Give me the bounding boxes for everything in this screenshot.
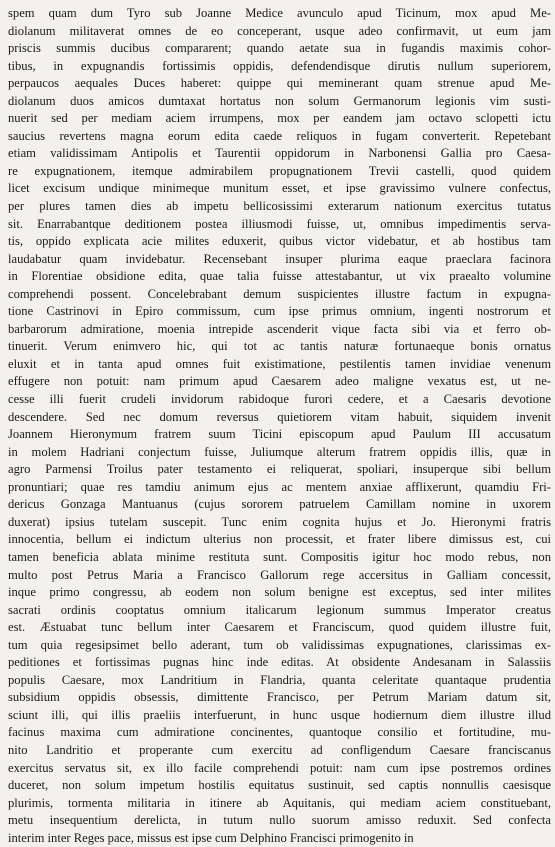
text-line: Joannem Hieronymum fratrem suum Ticini episcopum apud Paulum III accusatum [8,427,551,442]
text-line: interim inter Reges pace, missus est ipse cum Delphino Francisci primogenito in [8,830,414,845]
text-line: in Florentiae obsidione edita, quae talia fuisse attestabantur, ut vix praealto volumine [8,269,551,284]
text-line: re expugnationem, itemque admirabilem propugnationem Trevii castelli, quod quidem [8,163,551,178]
text-line: facinus maxima cum admiratione concinentes, quantoque consilio et fortitudine, mu- [8,725,551,740]
text-line: plurimis, tormenta militaria in itinere ab Aquitanis, qui mediam aciem constituebant, [8,795,551,810]
text-line: tamen beneficia ablata minime restituta sunt. Compositis igitur hoc modo rebus, non [8,549,551,564]
text-line: laudabatur quam invidebatur. Recensebant insuper plurima eaque praeclara facinora [8,251,551,266]
text-line: duceret, non solum impetum hostilis equitatus sustinuit, sed captis nonnullis caesisque [8,778,551,793]
text-line: etiam validissimam Antipolis et Taurentii oppidorum in Narbonensi Gallia pro Caesa- [8,146,551,161]
text-line: tum quia regesipsimet bello aderant, tum ob validissimas expugnationes, clarissimas ex- [8,637,551,652]
text-line: diolanum duos amicos dumtaxat hortatus non solum Germanorum legionis vim susti- [8,93,551,108]
text-line: eluxit et in tanta apud omnes fuit existimatione, pestilentis tamen invidiae venenum [8,356,551,371]
text-line: multo post Petrus Maria a Francisco Gallorum rege accersitus in Galliam concessit, [8,567,551,582]
text-line: subsidium oppidis obsessis, dimittente Francisco, per Petrum Mariam datum sit, [8,690,551,705]
text-line: licet excisum undique minimeque munitum esset, et ipse gravissimo vulnere confectus, [8,181,551,196]
text-line: agro Parmensi Troilus pater testamento ei reliquerat, spoliari, insuperque sibi bellum [8,462,551,477]
text-line: nito Landritio et properante cum exercitu ad confligendum Caesare franciscanus [8,742,551,757]
text-line: descendere. Sed nec domum reversus quietiorem vitam habuit, siquidem invenit [8,409,551,424]
text-line: diolanum militaverat omnes de eo conceperant, usque adeo confirmavit, ut eum jam [8,23,551,38]
text-line: tione Castrinovi in Epiro commissum, cum ipse primus omnium, ingenti nostrorum et [8,304,551,319]
text-line: peditiones et fortissimas pugnas hinc inde editas. At obsidente Andesanam in Salassiis [8,655,551,670]
text-line: nuerit sed per mediam aciem irrumpens, mox per eandem jam octavo sclopetti ictu [8,111,551,126]
text-line: tinuerit. Verum enimvero hic, qui tot ac tantis naturæ fortunaeque bonis ornatus [8,339,551,354]
text-line: inque primo congressu, ab eodem non solum benigne est exceptus, sed inter milites [8,585,551,600]
text-line: innocentia, bellum ei indictum ulterius non processit, et frater libere dimissus est, cui [8,532,551,547]
text-line: pronuntiari; quae res tamdiu animum ejus ac mentem anxiae afflixerunt, quamdiu Fri- [8,479,551,494]
text-line: cesse illi fuerit crudeli invidorum rabidoque furori cedere, et a Caesaris devotione [8,392,551,407]
text-line: sciunt illi, qui illis praeliis interfuerunt, in hunc usque hodiernum diem illustre illud [8,707,551,722]
text-line: est. Æstuabat tunc bellum inter Caesarem et Franciscum, quod quidem illustre fuit, [8,620,551,635]
text-line: priscis summis ducibus compararent; quando aetate sua in fugandis maximis cohor- [8,41,551,56]
text-line: metu insequentium derelicta, in tutum nullo suorum amisso reduxit. Sed confecta [8,813,551,828]
text-line: duxerat) ipsius tutelam suscepit. Tunc enim cognita hujus et Jo. Hieronymi fratris [8,514,551,529]
text-line: barbarorum admiratione, moenia intrepide ascenderit vique facta sibi via et ferro ob- [8,321,551,336]
text-line: perpaucos aequales Duces haberet: quippe qui meminerant quam strenue apud Me- [8,76,551,91]
text-line: populis Caesare, mox Landritium in Flandria, quanta celeritate quantaque prudentia [8,672,551,687]
text-line: in molem Hadriani conjectum fuisse, Juliumque alterum fratrem oppidis illis, quæ in [8,444,551,459]
text-line: sit. Enarrabantque deditionem postea illiusmodi fuisse, ut, omnibus impedimentis serva- [8,216,551,231]
text-line: tibus, in expugnandis fortissimis oppidis, defendendisque dirutis nullum superiorem, [8,58,551,73]
text-line: exercitus servatus sit, ex illo facile comprehendi potuit: nam cum ipse postremos ordines [8,760,551,775]
text-line: dericus Gonzaga Mantuanus (cujus sororem patruelem Camillam nomine in uxorem [8,497,551,512]
text-line: spem quam dum Tyro sub Joanne Medice avunculo apud Ticinum, mox apud Me- [8,6,551,20]
latin-text-body [8,5,551,847]
text-line: tis, oppido explicata acie milites eduxerit, quibus victor videbatur, et ab hostibus tam [8,234,551,249]
text-line: effugere non potuit: nam primum apud Caesarem adeo maligne vexatus est, ut ne- [8,374,551,389]
text-line: sacrati ordinis cooptatus omnium italicarum legionum summus Imperator creatus [8,602,551,617]
text-line: saucius revertens magna eorum edita caede reliquos in fugam converterit. Repetebant [8,128,551,143]
text-line: per plures tamen dies ab impetu bellicosissimi exterarum nationum exercitus tutatus [8,199,551,214]
text-line: comprehendi possent. Concelebrabant demum suspicientes illustre factum in expugna- [8,286,551,301]
